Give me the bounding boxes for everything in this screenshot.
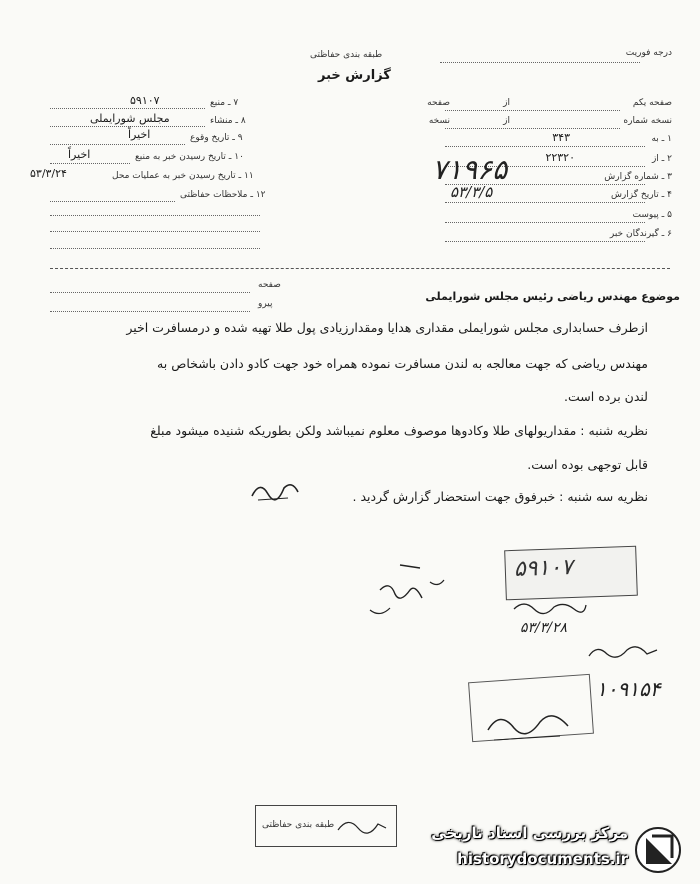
watermark: [420, 820, 690, 880]
field-recipients: ۶ ـ گیرندگان خبر: [609, 229, 672, 239]
watermark-url: historydocuments.ir: [457, 850, 628, 868]
report-date-handwritten: ۵۳/۳/۵: [450, 183, 493, 201]
field-page: صفحه یکم: [632, 98, 672, 108]
body-line-5: قابل توجهی بوده است.: [527, 457, 648, 472]
field-to-value: ۳۴۳: [552, 131, 570, 144]
received-stamp: [504, 546, 638, 601]
field-copy-number: نسخه شماره: [623, 116, 672, 126]
field-ops-receipt-date: ۱۱ ـ تاریخ رسیدن خبر به عملیات محل: [112, 171, 254, 181]
field-security-notes: ۱۲ ـ ملاحظات حفاظتی: [180, 190, 266, 200]
handwritten-note: [510, 595, 590, 617]
urgency-label: درجه فوریت: [625, 48, 672, 58]
filing-scribble: [480, 700, 580, 748]
bottom-stamp-text: طبقه بندی حفاظتی: [262, 820, 335, 830]
signature-scribble: [248, 476, 303, 506]
body-line-4: نظریه شنبه : مقداریولهای طلا وکادوها موصوف معلوم نمیباشد ولکن بطوریکه شنیده میشود مبلغ: [150, 423, 648, 438]
field-report-number: ۳ ـ شماره گزارش: [604, 172, 672, 182]
body-line-3: لندن برده است.: [564, 389, 648, 404]
stamp-number: ۵۹۱۰۷: [513, 554, 574, 582]
report-number-handwritten: ۷۱۹۶۵: [432, 153, 508, 186]
watermark-logo-icon: [632, 824, 684, 876]
page-side-label: صفحه: [258, 280, 281, 290]
field-source-value: ۵۹۱۰۷: [130, 94, 160, 107]
attachment-side-label: پیرو: [258, 299, 273, 309]
handwritten-date: ۵۳/۳/۲۸: [520, 620, 568, 636]
handwritten-mark: [360, 560, 460, 630]
field-attachment: ۵ ـ پیوست: [632, 210, 672, 220]
field-source: ۷ ـ منبع: [210, 98, 239, 108]
bottom-stamp: [255, 805, 397, 847]
field-ops-receipt-value: ۵۳/۳/۲۴: [30, 167, 67, 180]
handwritten-file-number: ۱۰۹۱۵۴: [596, 677, 661, 701]
field-source-receipt-date: ۱۰ ـ تاریخ رسیدن خبر به منبع: [135, 152, 244, 162]
classification-label: طبقه بندی حفاظتی: [310, 50, 383, 60]
field-to: ۱ ـ به: [651, 134, 672, 144]
field-occurrence-date: ۹ ـ تاریخ وقوع: [190, 133, 243, 143]
field-origin: ۸ ـ منشاء: [210, 116, 246, 126]
watermark-title: مرکز بررسی اسناد تاریخی: [431, 824, 628, 842]
field-occurrence-value: اخیراً: [128, 128, 151, 141]
field-from: ۲ ـ از: [651, 154, 672, 164]
handwritten-scribble: [585, 640, 660, 664]
subject-line: موضوع مهندس ریاضی رئیس مجلس شورایملی: [425, 290, 680, 303]
body-line-2: مهندس ریاضی که جهت معالجه به لندن مسافرت نموده همراه خود جهت کادو دادن باشخاص به: [157, 356, 648, 371]
header-separator: [50, 268, 670, 269]
page-title: گزارش خبر: [318, 68, 391, 83]
field-from-value: ۲۲۳۲۰: [545, 151, 575, 164]
body-line-6: نظریه سه شنبه : خبرفوق جهت استحضار گزارش گردید .: [352, 489, 648, 504]
field-origin-value: مجلس شورایملی: [90, 112, 170, 125]
field-report-date: ۴ ـ تاریخ گزارش: [610, 190, 672, 200]
field-source-receipt-value: اخیراً: [68, 148, 91, 161]
body-line-1: ازطرف حسابداری مجلس شورایملی مقداری هدایا ومقدارزیادی پول طلا تهیه شده و درمسافرت اخیر: [126, 320, 648, 335]
